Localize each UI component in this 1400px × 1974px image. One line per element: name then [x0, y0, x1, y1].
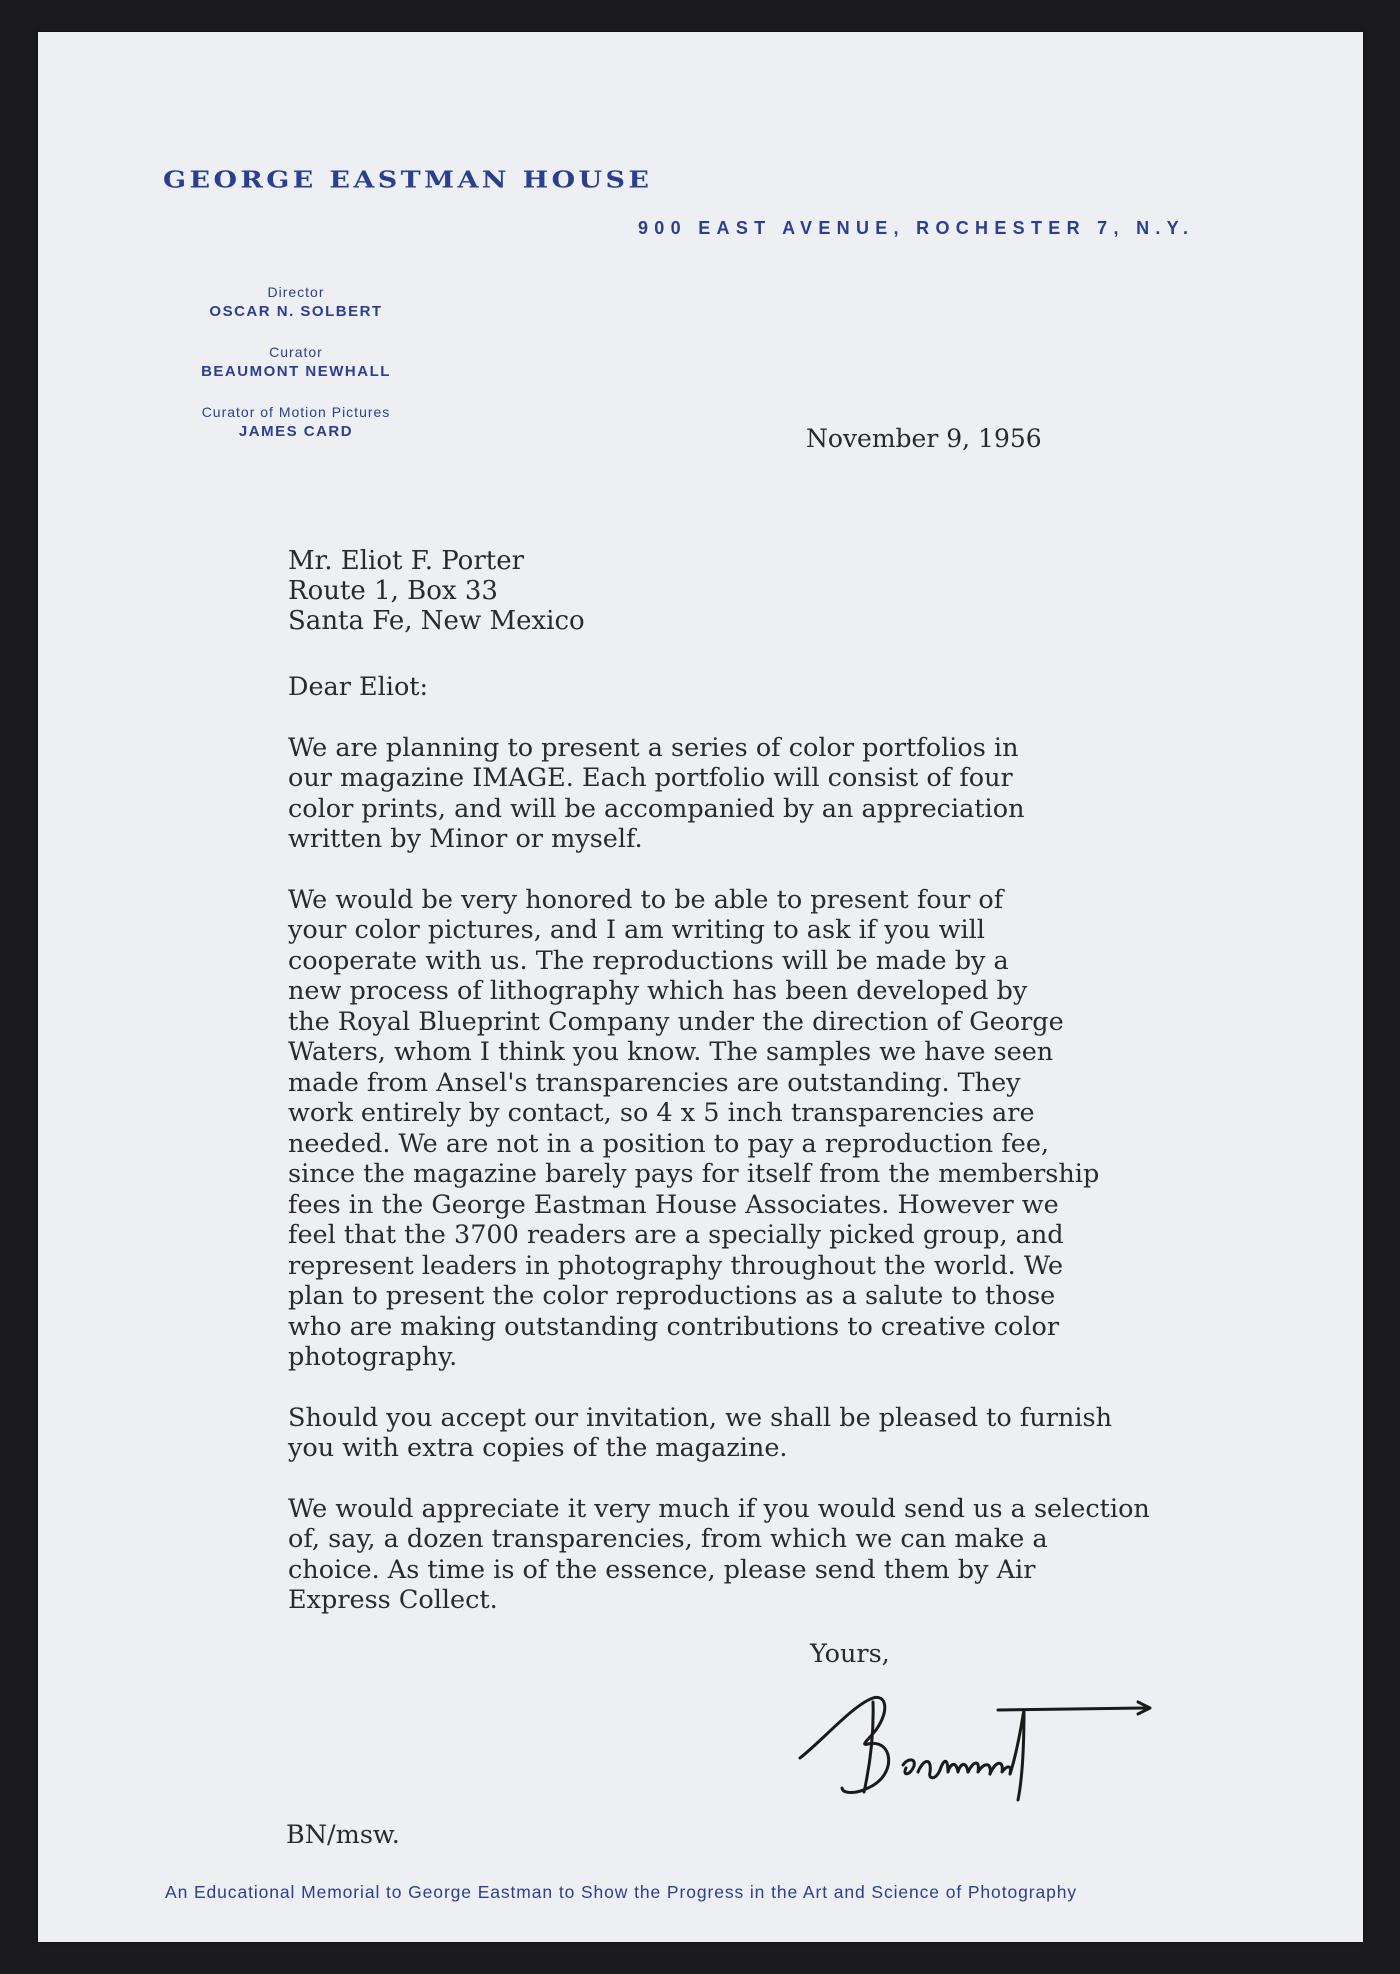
recipient-address	[288, 546, 585, 636]
body-line: cooperate with us. The reproductions will be made by a	[288, 945, 1009, 976]
staff-role: Director	[267, 284, 325, 300]
paragraph-4	[288, 1494, 1318, 1616]
body-line: you with extra copies of the magazine.	[288, 1433, 788, 1463]
letter-page	[38, 32, 1363, 1942]
paragraph-3	[288, 1403, 1318, 1464]
typist-initials: BN/msw.	[286, 1820, 400, 1850]
body-line: Express Collect.	[288, 1585, 498, 1615]
staff-film-curator	[156, 402, 436, 442]
body-line: Waters, whom I think you know. The samples we have seen	[288, 1037, 1054, 1067]
paragraph-1	[288, 733, 1318, 855]
letterhead-title: GEORGE EASTMAN HOUSE	[163, 167, 653, 194]
body-line: written by Minor or myself.	[288, 824, 643, 854]
closing: Yours,	[810, 1639, 890, 1669]
body-line: since the magazine barely pays for itself from the membership	[288, 1159, 1100, 1189]
staff-role: Curator of Motion Pictures	[201, 404, 391, 420]
body-line: your color pictures, and I am writing to ask if you will	[288, 915, 985, 945]
salutation: Dear Eliot:	[288, 672, 429, 702]
letterhead-address: 900 EAST AVENUE, ROCHESTER 7, N.Y.	[638, 218, 1195, 238]
body-line: choice. As time is of the essence, please send them by Air	[288, 1554, 1036, 1585]
staff-role: Curator	[269, 344, 323, 360]
body-line: plan to present the color reproductions as a salute to those	[288, 1281, 1056, 1311]
letter-body	[288, 672, 1318, 1646]
body-line: We would be very honored to be able to present four of	[288, 884, 1004, 915]
handwritten-signature	[798, 1680, 1158, 1835]
staff-director	[156, 282, 436, 322]
paragraph-2	[288, 885, 1318, 1373]
staff-list	[156, 282, 436, 462]
body-line: work entirely by contact, so 4 x 5 inch transparencies are	[288, 1098, 1035, 1128]
body-line: who are making outstanding contributions to creative color	[288, 1311, 1060, 1342]
recipient-line: Mr. Eliot F. Porter	[288, 546, 525, 576]
body-line: our magazine IMAGE. Each portfolio will consist of four	[288, 763, 1013, 793]
body-line: photography.	[288, 1342, 458, 1372]
staff-curator	[156, 342, 436, 382]
recipient-line: Route 1, Box 33	[288, 576, 498, 606]
body-line: represent leaders in photography throughout the world. We	[288, 1250, 1064, 1281]
body-line: the Royal Blueprint Company under the direction of George	[288, 1006, 1064, 1037]
body-line: feel that the 3700 readers are a specially picked group, and	[288, 1220, 1064, 1250]
body-line: We would appreciate it very much if you would send us a selection	[288, 1493, 1150, 1524]
letterhead-footer: An Educational Memorial to George Eastman to Show the Progress in the Art and Science of Photography	[165, 1882, 1077, 1902]
body-line: of, say, a dozen transparencies, from which we can make a	[288, 1524, 1048, 1554]
recipient-line: Santa Fe, New Mexico	[288, 606, 585, 636]
body-line: made from Ansel's transparencies are outstanding. They	[288, 1067, 1021, 1098]
staff-name: JAMES CARD	[238, 423, 354, 440]
staff-name: OSCAR N. SOLBERT	[209, 303, 383, 320]
body-line: new process of lithography which has been developed by	[288, 976, 1028, 1006]
body-line: needed. We are not in a position to pay a reproduction fee,	[288, 1128, 1050, 1159]
staff-name: BEAUMONT NEWHALL	[201, 363, 391, 380]
body-line: Should you accept our invitation, we shall be pleased to furnish	[288, 1402, 1113, 1433]
body-line: color prints, and will be accompanied by an appreciation	[288, 793, 1025, 824]
body-line: fees in the George Eastman House Associates. However we	[288, 1189, 1059, 1220]
letter-date: November 9, 1956	[806, 424, 1042, 453]
body-line: We are planning to present a series of color portfolios in	[288, 732, 1019, 763]
